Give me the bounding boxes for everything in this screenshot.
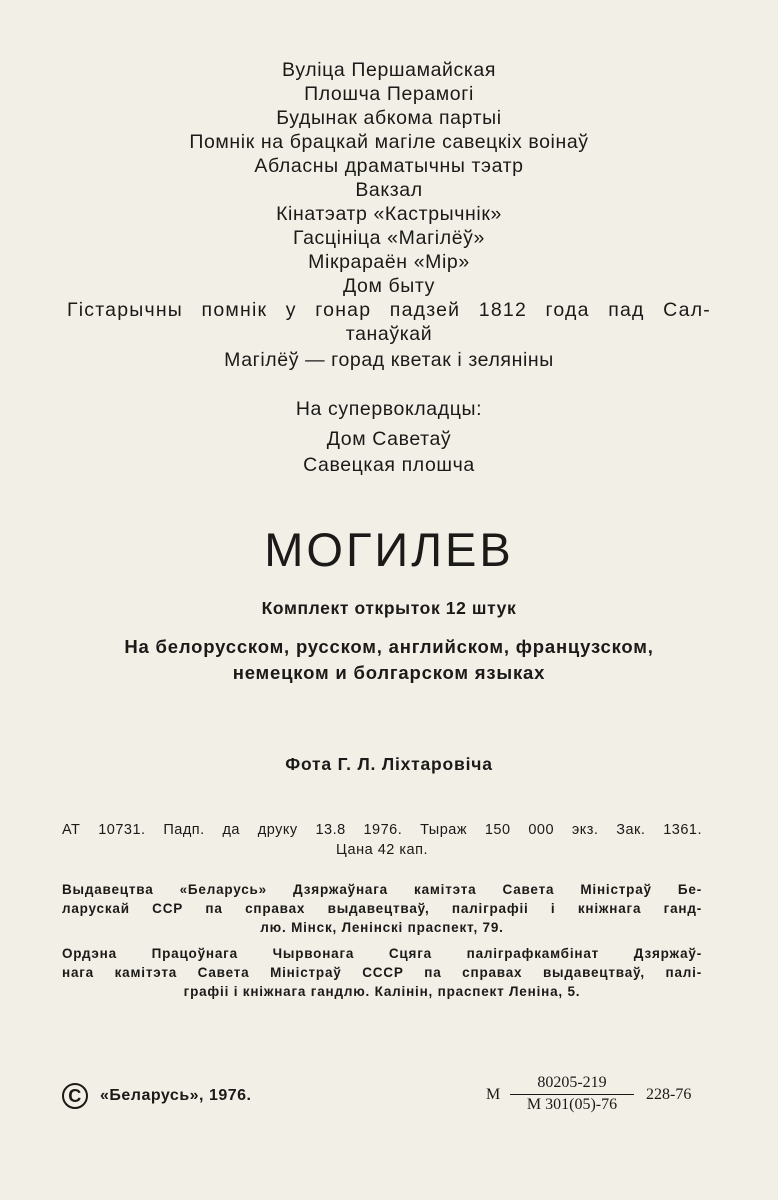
- catalog-code: 228-76: [646, 1086, 692, 1103]
- publisher-line: Выдавецтва «Беларусь» Дзяржаўнага камітэта Савета Міністраў Бе-: [62, 882, 702, 897]
- printer-paragraph: [62, 944, 702, 1001]
- printer-line: нага камітэта Савета Міністраў СССР па справах выдавецтваў, палі-: [62, 965, 702, 980]
- languages-line: немецком и болгарском языках: [232, 662, 546, 683]
- printer-line: Ордэна Працоўнага Чырвонага Сцяга паліграфкамбінат Дзяржаў-: [62, 946, 702, 961]
- list-item: Вуліца Першамайская: [281, 59, 497, 81]
- list-item: Кінатэатр «Кастрычнік»: [276, 203, 502, 225]
- copyright-icon: C: [62, 1083, 88, 1109]
- list-item: Дом быту: [343, 275, 435, 297]
- list-item: Гасцініца «Магілёў»: [293, 227, 485, 249]
- catalog-index: [486, 1074, 716, 1122]
- printer-line: графіі і кніжнага гандлю. Калінін, праспект Леніна, 5.: [183, 984, 581, 999]
- publisher-line: ларускай ССР па справах выдавецтваў, паліграфіі і кніжнага ганд-: [62, 901, 702, 916]
- supercover-item: Савецкая плошча: [303, 454, 475, 476]
- catalog-letter: М: [486, 1086, 501, 1103]
- publisher-line: лю. Мінск, Ленінскі праспект, 79.: [260, 920, 504, 935]
- catalog-fraction: [510, 1074, 634, 1115]
- page-title: МОГИЛЕВ: [264, 523, 514, 576]
- list-item-continuation: танаўкай: [345, 323, 433, 345]
- languages-line: На белорусском, русском, английском, французском,: [124, 636, 654, 657]
- list-item: Магілёў — горад кветак і зеляніны: [224, 349, 554, 371]
- supercover-section: [40, 396, 738, 478]
- catalog-numerator: 80205-219: [510, 1074, 634, 1095]
- imprint-block: [62, 820, 702, 860]
- catalog-denominator: М 301(05)-76: [526, 1096, 618, 1113]
- list-item: Будынак абкома партыі: [276, 107, 502, 129]
- contents-list: [40, 58, 738, 372]
- supercover-heading: На супервокладцы:: [295, 398, 483, 420]
- list-item: Гістарычны помнік у гонар падзей 1812 года пад Сал-: [67, 299, 711, 321]
- publisher-paragraph: [62, 880, 702, 937]
- imprint-line: АТ 10731. Падп. да друку 13.8 1976. Тыраж 150 000 экз. Зак. 1361.: [62, 822, 702, 838]
- copyright-text: «Беларусь», 1976.: [100, 1087, 252, 1104]
- copyright-line: [62, 1082, 251, 1110]
- list-item: Помнік на брацкай магіле савецкіх воінаў: [189, 131, 589, 153]
- photo-credit: Фота Г. Л. Ліхтаровіча: [285, 754, 493, 774]
- list-item: Абласны драматычны тэатр: [254, 155, 524, 177]
- list-item: Плошча Перамогі: [304, 83, 474, 105]
- kit-description: Комплект открыток 12 штук: [261, 598, 517, 618]
- languages-note: [40, 634, 738, 686]
- publisher-info: [62, 880, 702, 1008]
- price-line: Цана 42 кап.: [336, 842, 428, 858]
- supercover-item: Дом Саветаў: [326, 428, 452, 450]
- list-item: Вакзал: [355, 179, 423, 201]
- list-item: Мікрараён «Мір»: [308, 251, 470, 273]
